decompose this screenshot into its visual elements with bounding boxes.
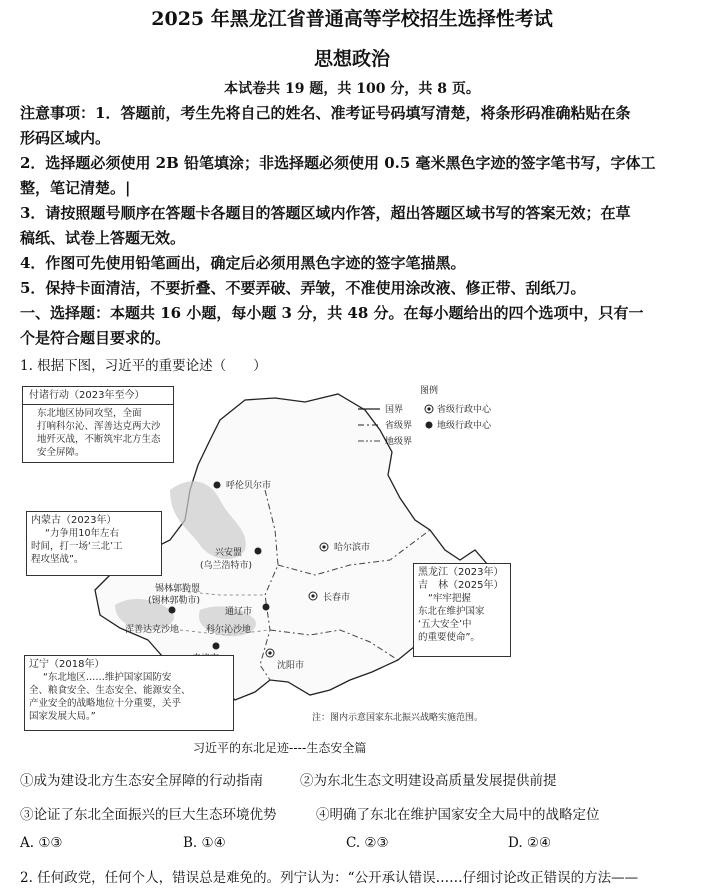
statement-4: ④明确了东北在维护国家安全大局中的战略定位	[316, 807, 600, 823]
box-line: 东北地区协同攻坚，全面	[37, 408, 142, 419]
question-1-stem: 1. 根据下图，习近平的重要论述（ ）	[20, 358, 267, 374]
box-line: “牢牢把握	[428, 593, 471, 604]
box-line: 安全屏障。	[37, 447, 85, 458]
legend-item: 地级界	[385, 437, 413, 447]
section-heading: 个是符合题目要求的。	[20, 329, 171, 347]
city-label: 通辽市	[225, 607, 253, 617]
note-line: 5．保持卡面清洁，不要折叠、不要弄破、弄皱，不准使用涂改液、修正带、刮纸刀。	[20, 279, 586, 297]
map-caption: 习近平的东北足迹----生态安全篇	[193, 741, 367, 755]
box-line: “东北地区……维护国家国防安	[43, 672, 172, 683]
box-line: 东北在维护国家	[418, 606, 485, 617]
note-line: 稿纸、试卷上答题无效。	[20, 229, 186, 247]
sandland-label: 浑善达克沙地	[125, 625, 180, 635]
statement-1: ①成为建设北方生态安全屏障的行动指南	[20, 773, 263, 789]
city-label: 沈阳市	[277, 661, 305, 671]
note-line: 整，笔记清楚。|	[20, 179, 131, 197]
option-d[interactable]: D. ②④	[508, 835, 552, 851]
legend-item: 省级界	[385, 421, 413, 431]
sandland-label: 科尔沁沙地	[206, 625, 252, 635]
option-a[interactable]: A. ①③	[20, 835, 63, 851]
city-label: 长春市	[323, 593, 351, 603]
note-line: 2．选择题必须使用 2B 铅笔填涂；非选择题必须使用 0.5 毫米黑色字迹的签字笔书写，字体工	[20, 154, 656, 172]
box-line: 全、粮食安全、生态安全、能源安全、	[29, 685, 191, 696]
legend-item: 省级行政中心	[437, 405, 492, 415]
statement-3: ③论证了东北全面振兴的巨大生态环境优势	[20, 807, 277, 823]
note-line: 形码区域内。	[20, 129, 111, 147]
city-label: (乌兰浩特市)	[200, 561, 253, 571]
city-label: 兴安盟	[215, 548, 243, 558]
map-note: 注：图内示意国家东北振兴战略实施范围。	[312, 713, 484, 723]
box-line: 的重要使命”。	[418, 632, 480, 643]
note-line: 4．作图可先使用铅笔画出，确定后必须用黑色字迹的签字笔描黑。	[20, 254, 466, 272]
box-line: 产业安全的战略地位十分重要，关乎	[29, 698, 182, 709]
legend-item: 地级行政中心	[437, 421, 492, 431]
hlj-box	[413, 563, 511, 657]
ln-box-head: 辽宁（2018年）	[29, 659, 105, 670]
box-line: ‘五大安全’中	[418, 619, 472, 630]
nmg-box-head: 内蒙古（2023年）	[31, 515, 117, 526]
exam-title: 2025 年黑龙江省普通高等学校招生选择性考试	[151, 8, 553, 30]
ln-box	[24, 655, 234, 731]
subject-title: 思想政治	[313, 48, 390, 70]
box-line: 地歼灭战，不断筑牢北方生态	[37, 434, 161, 445]
legend-item: 国界	[385, 405, 404, 415]
city-label: 呼伦贝尔市	[226, 481, 272, 491]
note-line: 3．请按照题号顺序在答题卡各题目的答题区域内作答，超出答题区域书写的答案无效；在草	[20, 204, 631, 222]
city-label: 锡林郭勒盟	[155, 584, 201, 594]
box-line: 打响科尔沁、浑善达克两大沙	[37, 421, 161, 432]
hlj-box-head: 黑龙江（2023年）	[418, 567, 504, 578]
question-2-stem: 2. 任何政党，任何个人，错误总是难免的。列宁认为：“公开承认错误……仔细讨论改正错误的方法——	[20, 870, 639, 886]
box-line: 国家发展大局。”	[29, 711, 96, 722]
action-box-head: 付诸行动（2023年至今）	[23, 387, 173, 405]
nmg-box	[26, 511, 162, 576]
city-label: 哈尔滨市	[334, 543, 371, 553]
legend-title: 图例	[420, 386, 439, 396]
note-line: 注意事项：1．答题前，考生先将自己的姓名、准考证号码填写清楚，将条形码准确粘贴在条	[20, 104, 631, 122]
box-line: “力争用10年左右	[45, 528, 120, 539]
city-label: (锡林郭勒市)	[148, 596, 201, 606]
jl-box-head: 吉 林（2025年）	[418, 580, 504, 591]
option-c[interactable]: C. ②③	[346, 835, 389, 851]
action-box	[22, 386, 174, 463]
exam-info: 本试卷共 19 题，共 100 分，共 8 页。	[224, 81, 480, 97]
section-heading: 一、选择题：本题共 16 小题，每小题 3 分，共 48 分。在每小题给出的四个选项中，只有一	[20, 304, 644, 322]
box-line: 时间，打一场‘三北’工	[31, 541, 123, 552]
option-b[interactable]: B. ①④	[183, 835, 226, 851]
box-line: 程攻坚战”。	[31, 554, 84, 565]
statement-2: ②为东北生态文明建设高质量发展提供前提	[300, 773, 557, 789]
